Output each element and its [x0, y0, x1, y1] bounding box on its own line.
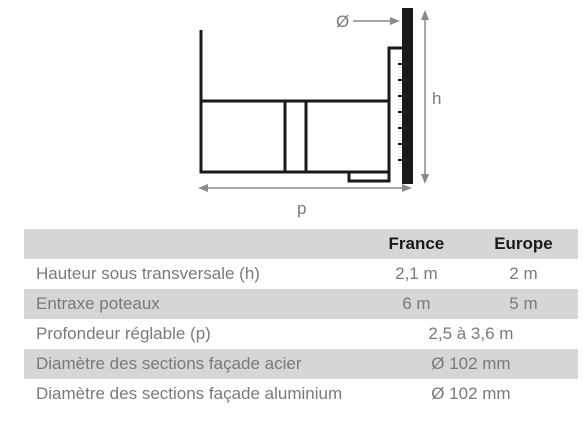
- row-label: Hauteur sous transversale (h): [36, 264, 260, 283]
- table-row: [24, 289, 578, 319]
- height-arrow-top: [421, 10, 429, 20]
- specifications-table: [24, 229, 578, 409]
- row-label: Diamètre des sections façade aluminium: [36, 384, 343, 403]
- table-row: [24, 259, 578, 289]
- right-post: [389, 48, 402, 172]
- height-label: h: [432, 89, 442, 108]
- table-row: [24, 349, 578, 379]
- header-europe: Europe: [494, 234, 553, 253]
- header-empty-cell: [24, 229, 364, 259]
- row-label: Entraxe poteaux: [36, 294, 160, 313]
- base-plate: [349, 172, 389, 181]
- transverse-beam: [201, 101, 389, 172]
- depth-arrow-right: [402, 184, 412, 192]
- height-arrow-bottom: [421, 174, 429, 184]
- diameter-label: Ø: [336, 12, 350, 31]
- table-row: [24, 319, 578, 349]
- value-france: 2,1 m: [395, 264, 438, 283]
- value-both: Ø 102 mm: [431, 384, 511, 403]
- facade-wall: [402, 8, 413, 184]
- value-europe: 5 m: [509, 294, 538, 313]
- depth-arrow-left: [198, 184, 208, 192]
- value-europe: 2 m: [509, 264, 538, 283]
- table-row: [24, 379, 578, 409]
- value-both: 2,5 à 3,6 m: [428, 324, 514, 343]
- wall-anchors: [398, 48, 402, 160]
- center-joint: [285, 101, 306, 172]
- table-header-row: [24, 229, 578, 259]
- value-both: Ø 102 mm: [431, 354, 511, 373]
- diameter-arrowhead: [390, 17, 400, 25]
- value-france: 6 m: [402, 294, 431, 313]
- depth-label: p: [297, 199, 307, 218]
- row-label: Profondeur réglable (p): [36, 324, 211, 343]
- row-label: Diamètre des sections façade acier: [36, 354, 302, 373]
- header-france: France: [388, 234, 445, 253]
